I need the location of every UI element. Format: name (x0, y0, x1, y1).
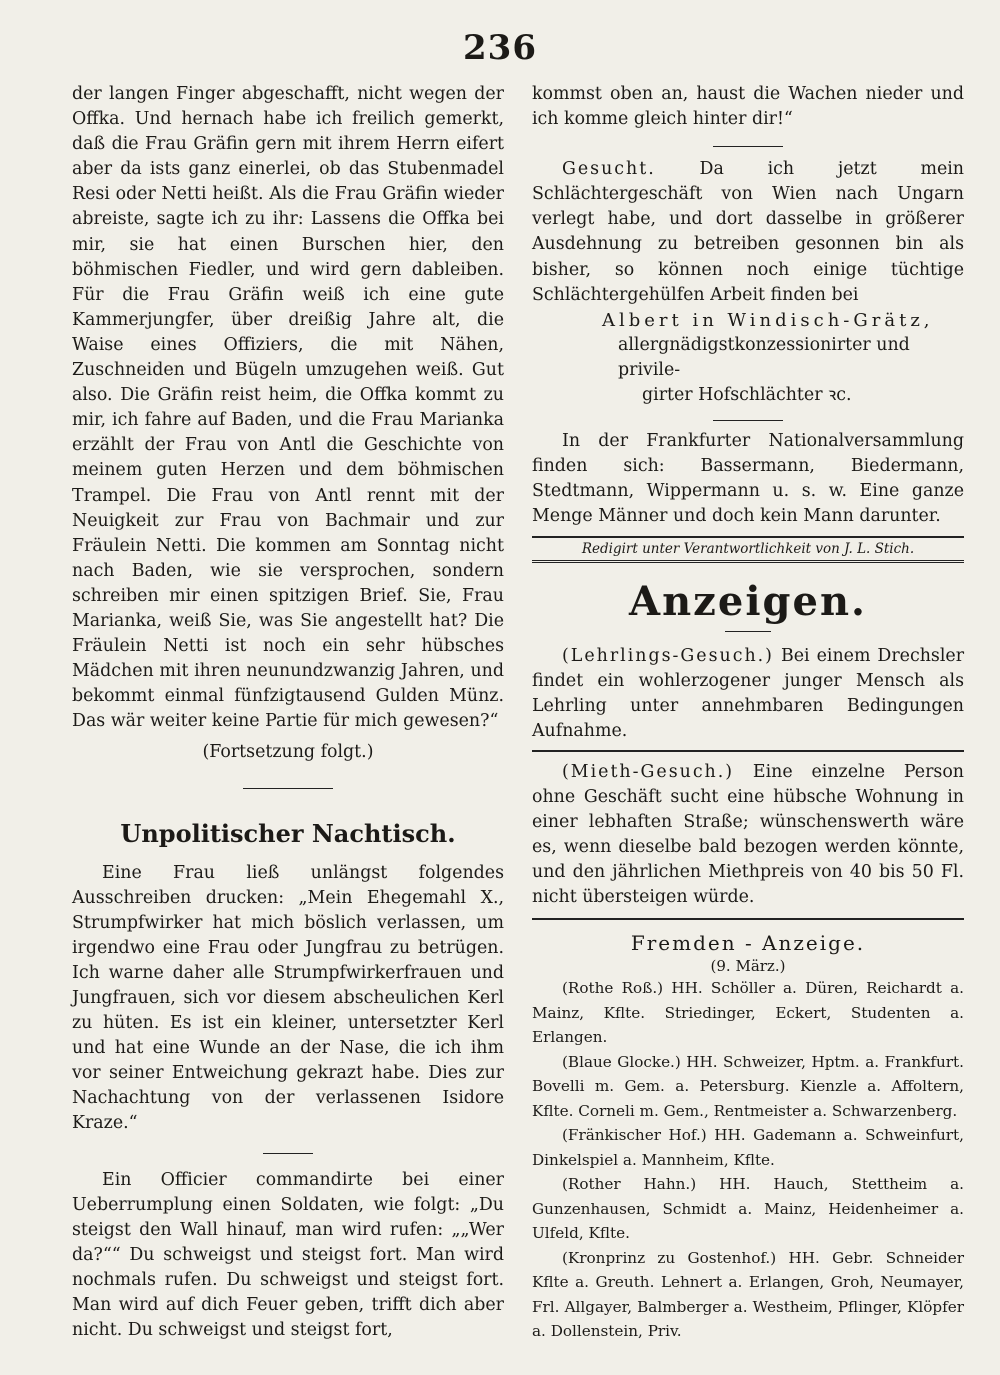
item-divider-3 (713, 420, 783, 421)
lehrlings-ad (532, 644, 964, 744)
right-column (532, 82, 964, 1344)
fremden-title: Fremden - Anzeige. (630, 931, 866, 956)
anzeigen-divider (725, 631, 771, 632)
gesucht-line-2: allergnädigstkonzessionirter und privile- (618, 334, 910, 380)
item-divider (263, 1153, 313, 1154)
lehrlings-lead: (Lehrlings-Gesuch.) (562, 645, 774, 666)
mieth-lead: (Mieth-Gesuch.) (562, 761, 735, 782)
gesucht-text: Da ich jetzt mein Schlächtergeschäft von Wien nach Ungarn verlegt habe, und dort dasselbe in größerer Ausdehnung zu betreiben gesonnen bin als bisher, so können noch einige tüchtige Schlächtergehülfen Arbeit finden bei (532, 159, 964, 305)
gesucht-name: Albert in Windisch-Grätz, (602, 309, 934, 331)
article-item-2-end: kommst oben an, haust die Wachen nieder und ich komme gleich hinter dir!“ (532, 84, 964, 130)
lehrlings-text: Bei einem Drechsler findet ein wohlerzogener junger Mensch als Lehrling unter annehmbaren Bedingungen Aufnahme. (532, 645, 965, 741)
editor-rule-bottom (532, 560, 964, 563)
editor-rule-top (532, 536, 964, 538)
section-divider (243, 788, 333, 789)
fremden-entry: (Fränkischer Hof.) HH. Gademann a. Schweinfurt, Dinkelspiel a. Mannheim, Kflte. (532, 1126, 964, 1169)
mieth-ad (532, 760, 964, 911)
continued-note: (Fortsetzung folgt.) (202, 742, 374, 763)
fremden-entry: (Rothe Roß.) HH. Schöller a. Düren, Reichardt a. Mainz, Kflte. Striedinger, Eckert, Studenten a. Erlangen. (532, 979, 964, 1047)
section-heading: Unpolitischer Nachtisch. (120, 818, 456, 848)
article-item-1: Eine Frau ließ unlängst folgendes Ausschreiben drucken: „Mein Ehegemahl X., Strumpfwirker hat mich böslich verlassen, um irgendwo eine Frau oder Jungfrau zu betrügen. Ich warne daher alle Strumpfwirkerfrauen und Jungfrauen, sich vor diesem abscheulichen Kerl zu hüten. Es ist ein kleiner, untersetzter Kerl und hat eine Wunde an der Nase, die ich ihm vor seiner Entweichung gekrazt habe. Dies zur Nachachtung von der verlassenen Isidore Kraze.“ (72, 862, 504, 1134)
story-continuation: der langen Finger abgeschafft, nicht wegen der Offka. Und hernach habe ich freilich gemerkt, daß die Frau Gräfin gern mit ihrem Herrn eifert aber da ists ganz einerlei, ob das Stubenmadel Resi oder Netti heißt. Als die Frau Gräfin wieder abreiste, sagte ich zu ihr: Lassens die Offka bei mir, sie hat einen Burschen hier, den böhmischen Fiedler, und wird gern dableiben. Für die Frau Gräfin weiß ich eine gute Kammerjungfer, über dreißig Jahre alt, die Waise eines Offiziers, die mit Nähen, Zuschneiden und Bügeln umzugehen weiß. Gut also. Die Gräfin reist heim, die Offka kommt zu mir, ich fahre auf Baden, und die Frau Marianka erzählt der Frau von Antl die Geschichte von meinem guten Herzen und dem böhmischen Trampel. Die Frau von Antl rennt mit der Neuigkeit zur Frau von Bachmair und zur Fräulein Netti. Die kommen am Sonntag nicht nach Baden, wie sie versprochen, sondern schreiben mir einen spitzigen Brief. Sie, Frau Marianka, weiß Sie, was Sie angestellt hat? Die Fräulein Netti ist noch ein sehr hübsches Mädchen mit ihren neunundzwanzig Jahren, und bekommt einmal fünfzigtausend Gulden Münz. Das wär weiter keine Partie für mich gewesen?“ (72, 84, 504, 732)
editor-note: Redigirt unter Verantwortlichkeit von J. L. Stich. (581, 540, 915, 557)
fremden-entry: (Blaue Glocke.) HH. Schweizer, Hptm. a. Frankfurt. Bovelli m. Gem. a. Petersburg. Kienzle a. Affoltern, Kflte. Corneli m. Gem., Rentmeister a. Schwarzenberg. (532, 1052, 964, 1120)
ad-divider-2 (532, 918, 964, 920)
article-item-2: Ein Officier commandirte bei einer Ueberrumplung einen Soldaten, wie folgt: „Du steigst den Wall hinauf, man wird rufen: „„Wer da?““ Du schweigst und steigst fort. Man wird nochmals rufen. Du schweigst und steigst fort. Man wird auf dich Feuer geben, trifft dich aber nicht. Du schweigst und steigst fort, (72, 1169, 504, 1341)
fremden-entry: (Kronprinz zu Gostenhof.) HH. Gebr. Schneider Kflte a. Greuth. Lehnert a. Erlangen, Groh, Neumayer, Frl. Allgayer, Balmberger a. Westheim, Pflinger, Klöpfer a. Dollenstein, Priv. (532, 1248, 964, 1341)
mieth-text: Eine einzelne Person ohne Geschäft sucht eine hübsche Wohnung in einer lebhaften Straße; wünschenswerth wäre es, wenn dieselbe bald bezogen werden könnte, und den jährlichen Miethpreis von 40 bis 50 Fl. nicht übersteigen würde. (532, 761, 964, 908)
gesucht-ad (532, 157, 964, 308)
ad-divider-1 (532, 750, 964, 752)
fremden-entry: (Rother Hahn.) HH. Hauch, Stettheim a. Gunzenhausen, Schmidt a. Mainz, Heidenheimer a. Ulfeld, Kflte. (532, 1175, 964, 1243)
gesucht-line-3: girter Hofschlächter ꝛc. (642, 385, 852, 406)
anzeigen-title: Anzeigen. (629, 577, 867, 625)
nationalversammlung-item: In der Frankfurter Nationalversammlung finden sich: Bassermann, Biedermann, Stedtmann, Wippermann u. s. w. Eine ganze Menge Männer und doch kein Mann darunter. (532, 431, 964, 527)
gesucht-lead: Gesucht. (562, 159, 656, 180)
page-number: 236 (463, 28, 537, 68)
left-column (72, 82, 504, 1343)
item-divider-2 (713, 146, 783, 147)
fremden-date: (9. März.) (710, 957, 786, 976)
